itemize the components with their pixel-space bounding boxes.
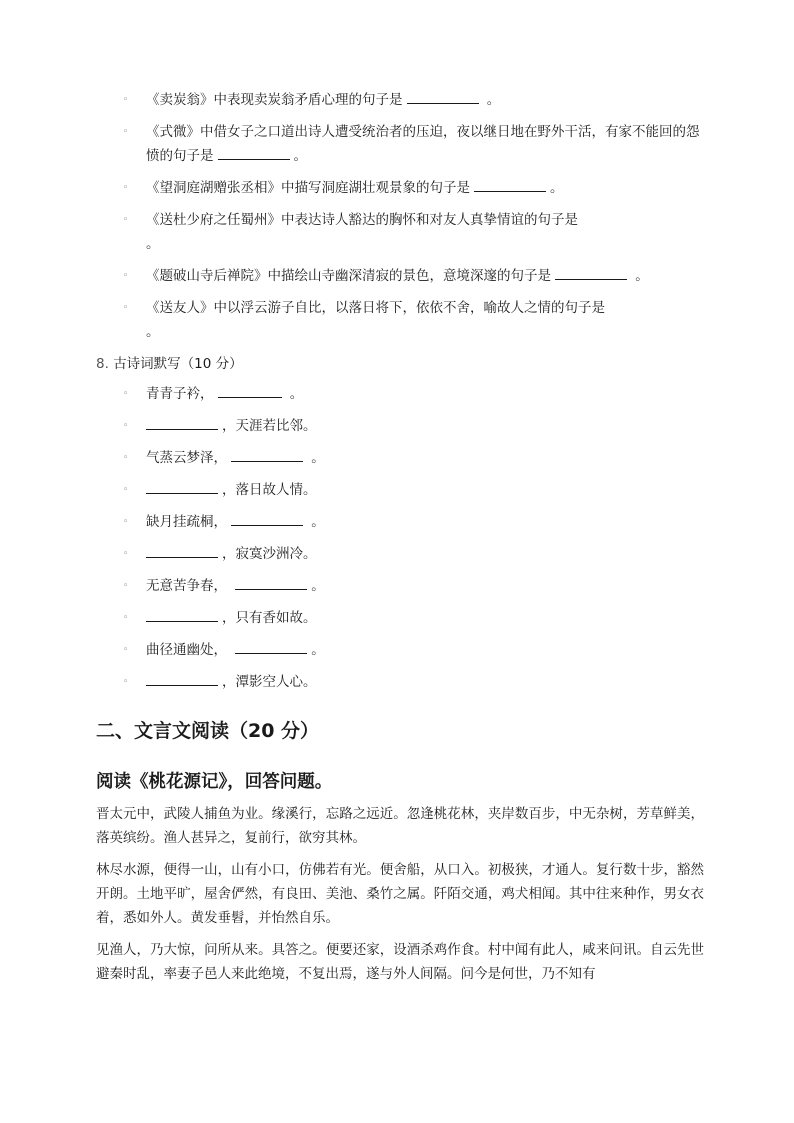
item-end: 。 — [550, 180, 564, 196]
item-end: 。 — [146, 324, 160, 340]
passage-paragraph-1: 晋太元中，武陵人捕鱼为业。缘溪行，忘路之远近。忽逢桃花林，夹岸数百步，中无杂树，芳草鲜美，落英缤纷。渔人甚异之，复前行，欲穷其林。 — [96, 806, 704, 846]
answer-blank[interactable] — [146, 542, 218, 558]
item-text: 《卖炭翁》中表现卖炭翁矛盾心理的句子是 — [146, 92, 403, 108]
item-end: 。 — [635, 268, 649, 284]
bullet-icon: ◦ — [123, 303, 129, 313]
list-item — [0, 120, 794, 168]
bullet-icon: ◦ — [123, 215, 129, 225]
bullet-icon: ◦ — [123, 549, 129, 559]
answer-blank[interactable] — [555, 264, 627, 280]
bullet-icon: ◦ — [123, 485, 129, 495]
bullet-icon: ◦ — [123, 183, 129, 193]
question-number: 8. — [96, 356, 109, 372]
list-item — [0, 478, 794, 502]
bullet-icon: ◦ — [123, 581, 129, 591]
list-item — [0, 574, 794, 598]
answer-blank[interactable] — [146, 414, 218, 430]
answer-blank[interactable] — [218, 144, 290, 160]
line-text: 无意苦争春， — [146, 578, 227, 594]
item-end: 。 — [146, 236, 160, 252]
answer-blank[interactable] — [235, 638, 307, 654]
line-end: 。 — [311, 578, 325, 594]
list-item — [0, 296, 794, 344]
question-title: 古诗词默写（10 分） — [113, 356, 243, 372]
line-text: 青青子衿， — [146, 386, 214, 402]
answer-blank[interactable] — [146, 606, 218, 622]
answer-blank[interactable] — [146, 478, 218, 494]
answer-blank[interactable] — [146, 670, 218, 686]
bullet-icon: ◦ — [123, 613, 129, 623]
answer-blank[interactable] — [235, 574, 307, 590]
item-text: 《题破山寺后禅院》中描绘山寺幽深清寂的景色，意境深邃的句子是 — [146, 268, 551, 284]
answer-blank[interactable] — [231, 446, 303, 462]
section-subheading: 阅读《桃花源记》，回答问题。 — [96, 772, 333, 792]
item-text: 《式微》中借女子之口道出诗人遭受统治者的压迫，夜以继日地在野外干活，有家不能回的怨愤的句子是 — [146, 124, 700, 164]
bullet-icon: ◦ — [123, 421, 129, 431]
bullet-icon: ◦ — [123, 271, 129, 281]
fill-in-list-a — [0, 88, 794, 344]
answer-blank[interactable] — [407, 88, 479, 104]
passage-paragraph-3: 见渔人，乃大惊，问所从来。具答之。便要还家，设酒杀鸡作食。村中闻有此人，咸来问讯。自云先世避秦时乱，率妻子邑人来此绝境，不复出焉，遂与外人间隔。问今是何世，乃不知有 — [96, 942, 704, 982]
bullet-icon: ◦ — [123, 517, 129, 527]
list-item — [0, 670, 794, 694]
line-end: 。 — [311, 450, 325, 466]
line-text: 缺月挂疏桐， — [146, 514, 227, 530]
line-text: ，潭影空人心。 — [222, 674, 317, 690]
poetry-dictation-list — [0, 382, 794, 694]
list-item — [0, 208, 794, 256]
line-end: 。 — [289, 386, 304, 402]
top-margin — [0, 0, 794, 88]
answer-blank[interactable] — [218, 382, 282, 398]
item-end: 。 — [486, 92, 501, 108]
list-item — [0, 638, 794, 662]
list-item — [0, 606, 794, 630]
bullet-icon: ◦ — [123, 127, 129, 137]
item-text: 《送友人》中以浮云游子自比，以落日将下，依依不舍，喻故人之情的句子是 — [146, 300, 605, 316]
item-text: 《望洞庭湖赠张丞相》中描写洞庭湖壮观景象的句子是 — [146, 180, 470, 196]
line-text: ，天涯若比邻。 — [222, 418, 317, 434]
list-item — [0, 264, 794, 288]
line-end: 。 — [311, 514, 325, 530]
section-heading: 二、文言文阅读（20 分） — [96, 720, 320, 742]
answer-blank[interactable] — [474, 176, 546, 192]
bullet-icon: ◦ — [123, 645, 129, 655]
list-item — [0, 382, 794, 406]
list-item — [0, 510, 794, 534]
bullet-icon: ◦ — [123, 453, 129, 463]
item-end: 。 — [293, 148, 307, 164]
line-text: ，落日故人情。 — [222, 482, 317, 498]
line-text: 气蒸云梦泽， — [146, 450, 227, 466]
line-text: ，只有香如故。 — [222, 610, 317, 626]
list-item — [0, 176, 794, 200]
line-text: 曲径通幽处， — [146, 642, 227, 658]
list-item — [0, 446, 794, 470]
bullet-icon: ◦ — [123, 389, 129, 399]
list-item — [0, 414, 794, 438]
bullet-icon: ◦ — [123, 95, 129, 105]
answer-blank[interactable] — [231, 510, 303, 526]
bullet-icon: ◦ — [123, 677, 129, 687]
line-end: 。 — [311, 642, 325, 658]
item-text: 《送杜少府之任蜀州》中表达诗人豁达的胸怀和对友人真挚情谊的句子是 — [146, 212, 578, 228]
list-item — [0, 88, 794, 112]
line-text: ，寂寞沙洲冷。 — [222, 546, 317, 562]
question-8-title — [0, 352, 794, 376]
list-item — [0, 542, 794, 566]
passage-paragraph-2: 林尽水源，便得一山，山有小口，仿佛若有光。便舍船，从口入。初极狭，才通人。复行数十步，豁然开朗。土地平旷，屋舍俨然，有良田、美池、桑竹之属。阡陌交通，鸡犬相闻。其中往来种作，男女衣着，悉如外人。黄发垂髫，并怡然自乐。 — [96, 862, 704, 926]
